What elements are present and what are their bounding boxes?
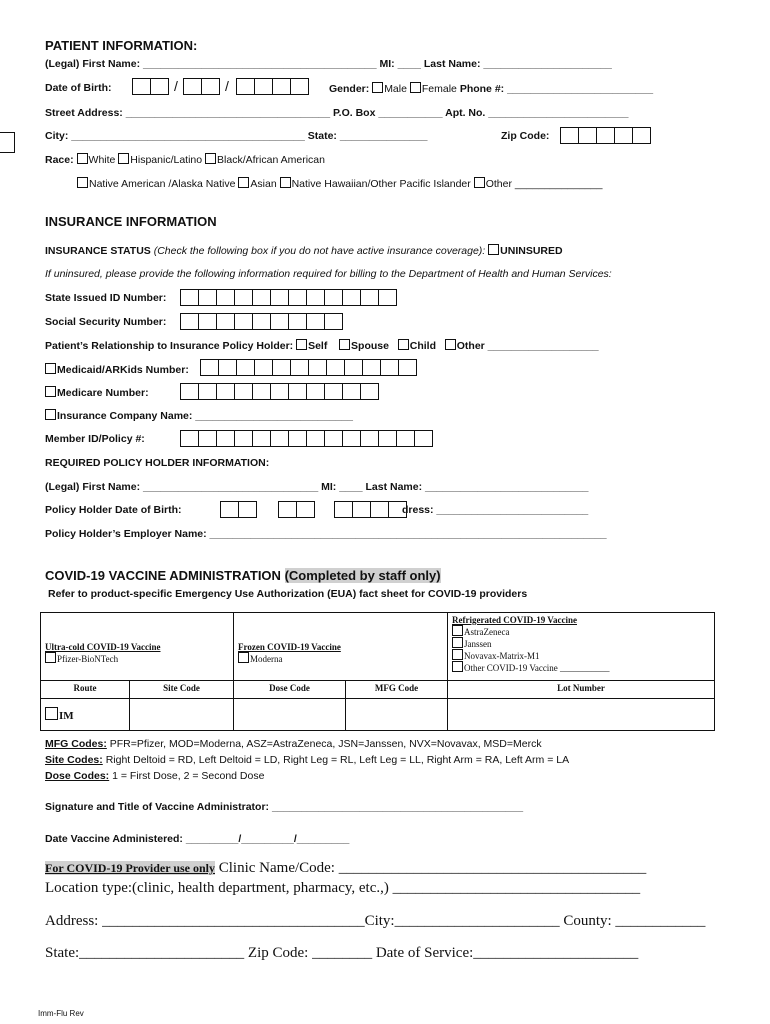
female-checkbox[interactable] — [410, 82, 421, 93]
rel-other-checkbox[interactable] — [445, 339, 456, 350]
route-im-cell: IM — [41, 699, 130, 731]
company-checkbox[interactable] — [45, 409, 56, 420]
mfg-codes-line: MFG Codes: PFR=Pfizer, MOD=Moderna, ASZ=AstraZeneca, JSN=Janssen, NVX=Novavax, MSD=Merck — [45, 738, 542, 750]
race-white-checkbox[interactable] — [77, 153, 88, 164]
vaccine-heading: COVID-19 VACCINE ADMINISTRATION — [45, 568, 281, 583]
race-row-1: Race: White Hispanic/Latino Black/African American — [45, 154, 325, 166]
provider-only-label: For COVID-19 Provider use only — [45, 861, 215, 875]
race-row-2: Native American /Alaska Native Asian Native Hawaiian/Other Pacific Islander Other _______________ — [77, 177, 602, 190]
policy-holder-heading: REQUIRED POLICY HOLDER INFORMATION: — [45, 457, 270, 469]
location-type-field[interactable]: Location type:(clinic, health department, pharmacy, etc.,) _________________________________ — [45, 880, 641, 896]
medicare-row: Medicare Number: — [45, 386, 149, 399]
pfizer-checkbox[interactable] — [45, 652, 56, 663]
zip-label: Zip Code: — [501, 130, 550, 142]
col-site-code: Site Code — [130, 681, 234, 699]
address-field[interactable]: Street Address: ___________________________________ P.O. Box ___________ Apt. No. ________________________ — [45, 107, 629, 119]
uninsured-checkbox[interactable] — [488, 244, 499, 255]
col-mfg-code: MFG Code — [346, 681, 448, 699]
relationship-row: Patient’s Relationship to Insurance Policy Holder: Self Spouse Child Other ___________________ — [45, 340, 599, 352]
ssn-label: Social Security Number: — [45, 316, 167, 328]
lot-number-input[interactable] — [448, 699, 715, 731]
race-black-checkbox[interactable] — [205, 153, 216, 164]
provider-state-field[interactable]: State:______________________ Zip Code: ________ Date of Service:______________________ — [45, 945, 639, 961]
ph-dob-month-boxes[interactable] — [220, 501, 257, 518]
ph-address-field[interactable]: dress: __________________________ — [402, 504, 589, 516]
uninsured-note: If uninsured, please provide the following information required for billing to the Department of Health and Human Services: — [45, 268, 612, 280]
site-code-input[interactable] — [130, 699, 234, 731]
dose-code-input[interactable] — [234, 699, 346, 731]
im-checkbox[interactable] — [45, 707, 58, 720]
ph-dob-label: Policy Holder Date of Birth: — [45, 504, 182, 516]
member-id-boxes[interactable] — [180, 430, 433, 447]
female-label: Female — [421, 83, 457, 95]
insurance-heading: INSURANCE INFORMATION — [45, 214, 217, 229]
male-label: Male — [384, 83, 407, 95]
col-lot-number: Lot Number — [448, 681, 715, 699]
rel-self-checkbox[interactable] — [296, 339, 307, 350]
company-row[interactable]: Insurance Company Name: ___________________________ — [45, 409, 353, 422]
medicaid-checkbox[interactable] — [45, 363, 56, 374]
medicaid-row: Medicaid/ARKids Number: — [45, 363, 189, 376]
race-native-checkbox[interactable] — [77, 177, 88, 188]
race-label: Race: — [45, 154, 74, 166]
race-asian-checkbox[interactable] — [238, 177, 249, 188]
member-id-label: Member ID/Policy #: — [45, 433, 145, 445]
footer-code: Imm-Flu Rev — [38, 1009, 84, 1018]
male-checkbox[interactable] — [372, 82, 383, 93]
provider-clinic-row — [45, 862, 646, 874]
city-state-field[interactable]: City: ________________________________________ State: _______________ — [45, 130, 428, 142]
ssn-boxes[interactable] — [180, 313, 343, 330]
state-id-boxes[interactable] — [180, 289, 397, 306]
dob-month-boxes[interactable] — [132, 78, 169, 95]
date-administered-field[interactable]: Date Vaccine Administered: _________/_________/_________ — [45, 833, 350, 845]
rel-spouse-checkbox[interactable] — [339, 339, 350, 350]
moderna-checkbox[interactable] — [238, 652, 249, 663]
rel-child-checkbox[interactable] — [398, 339, 409, 350]
dob-day-boxes[interactable] — [183, 78, 220, 95]
clinic-field[interactable]: Clinic Name/Code: _________________________________________ — [218, 860, 647, 876]
signature-field[interactable]: Signature and Title of Vaccine Administrator: ___________________________________________ — [45, 801, 524, 813]
patient-name-field[interactable]: (Legal) First Name: ________________________________________ MI: ____ Last Name: ______________________ — [45, 58, 612, 70]
state-id-label: State Issued ID Number: — [45, 292, 167, 304]
site-codes-line: Site Codes: Right Deltoid = RD, Left Deltoid = LD, Right Leg = RL, Left Leg = LL, Right Arm = RA, Left Arm = LA — [45, 754, 570, 766]
zip-boxes[interactable] — [560, 127, 651, 144]
race-other-checkbox[interactable] — [474, 177, 485, 188]
janssen-checkbox[interactable] — [452, 637, 463, 648]
eua-note: Refer to product-specific Emergency Use Authorization (EUA) fact sheet for COVID-19 providers — [48, 588, 528, 600]
refrigerated-cell: Refrigerated COVID-19 Vaccine AstraZeneca Janssen Novavax-Matrix-M1 Other COVID-19 Vaccine ___________ — [448, 613, 715, 681]
dob-year-boxes[interactable] — [236, 78, 309, 95]
medicare-boxes[interactable] — [180, 383, 379, 400]
mfg-code-input[interactable] — [346, 699, 448, 731]
vaccine-table — [40, 612, 715, 731]
phone-field[interactable]: Phone #: _________________________ — [459, 83, 654, 95]
col-dose-code: Dose Code — [234, 681, 346, 699]
ultra-cold-cell: Ultra-cold COVID-19 Vaccine Pfizer-BioNTech — [41, 613, 234, 681]
policy-holder-name-field[interactable]: (Legal) First Name: ______________________________ MI: ____ Last Name: ____________________________ — [45, 481, 589, 493]
ph-dob-year-boxes[interactable] — [334, 501, 407, 518]
race-hispanic-checkbox[interactable] — [118, 153, 129, 164]
dose-codes-line: Dose Codes: 1 = First Dose, 2 = Second Dose — [45, 770, 265, 782]
other-vaccine-checkbox[interactable] — [452, 661, 463, 672]
provider-address-field[interactable]: Address: ___________________________________City:______________________ County: ____________ — [45, 913, 706, 929]
dob-label: Date of Birth: — [45, 82, 112, 94]
medicaid-boxes[interactable] — [200, 359, 417, 376]
staff-only-label: (Completed by staff only) — [284, 568, 441, 583]
vaccine-heading-row — [45, 570, 441, 582]
medicare-checkbox[interactable] — [45, 386, 56, 397]
ph-dob-day-boxes[interactable] — [278, 501, 315, 518]
employer-field[interactable]: Policy Holder’s Employer Name: ____________________________________________________________________ — [45, 528, 607, 540]
astrazeneca-checkbox[interactable] — [452, 625, 463, 636]
frozen-cell: Frozen COVID-19 Vaccine Moderna — [234, 613, 448, 681]
col-route: Route — [41, 681, 130, 699]
patient-heading: PATIENT INFORMATION: — [45, 38, 198, 53]
gender-row — [329, 82, 653, 95]
gender-label: Gender: — [329, 83, 370, 95]
insurance-status-row: INSURANCE STATUS (Check the following box if you do not have active insurance coverage): UNINSURED — [45, 245, 563, 257]
race-hawaiian-checkbox[interactable] — [280, 177, 291, 188]
novavax-checkbox[interactable] — [452, 649, 463, 660]
edge-checkbox — [0, 132, 15, 153]
